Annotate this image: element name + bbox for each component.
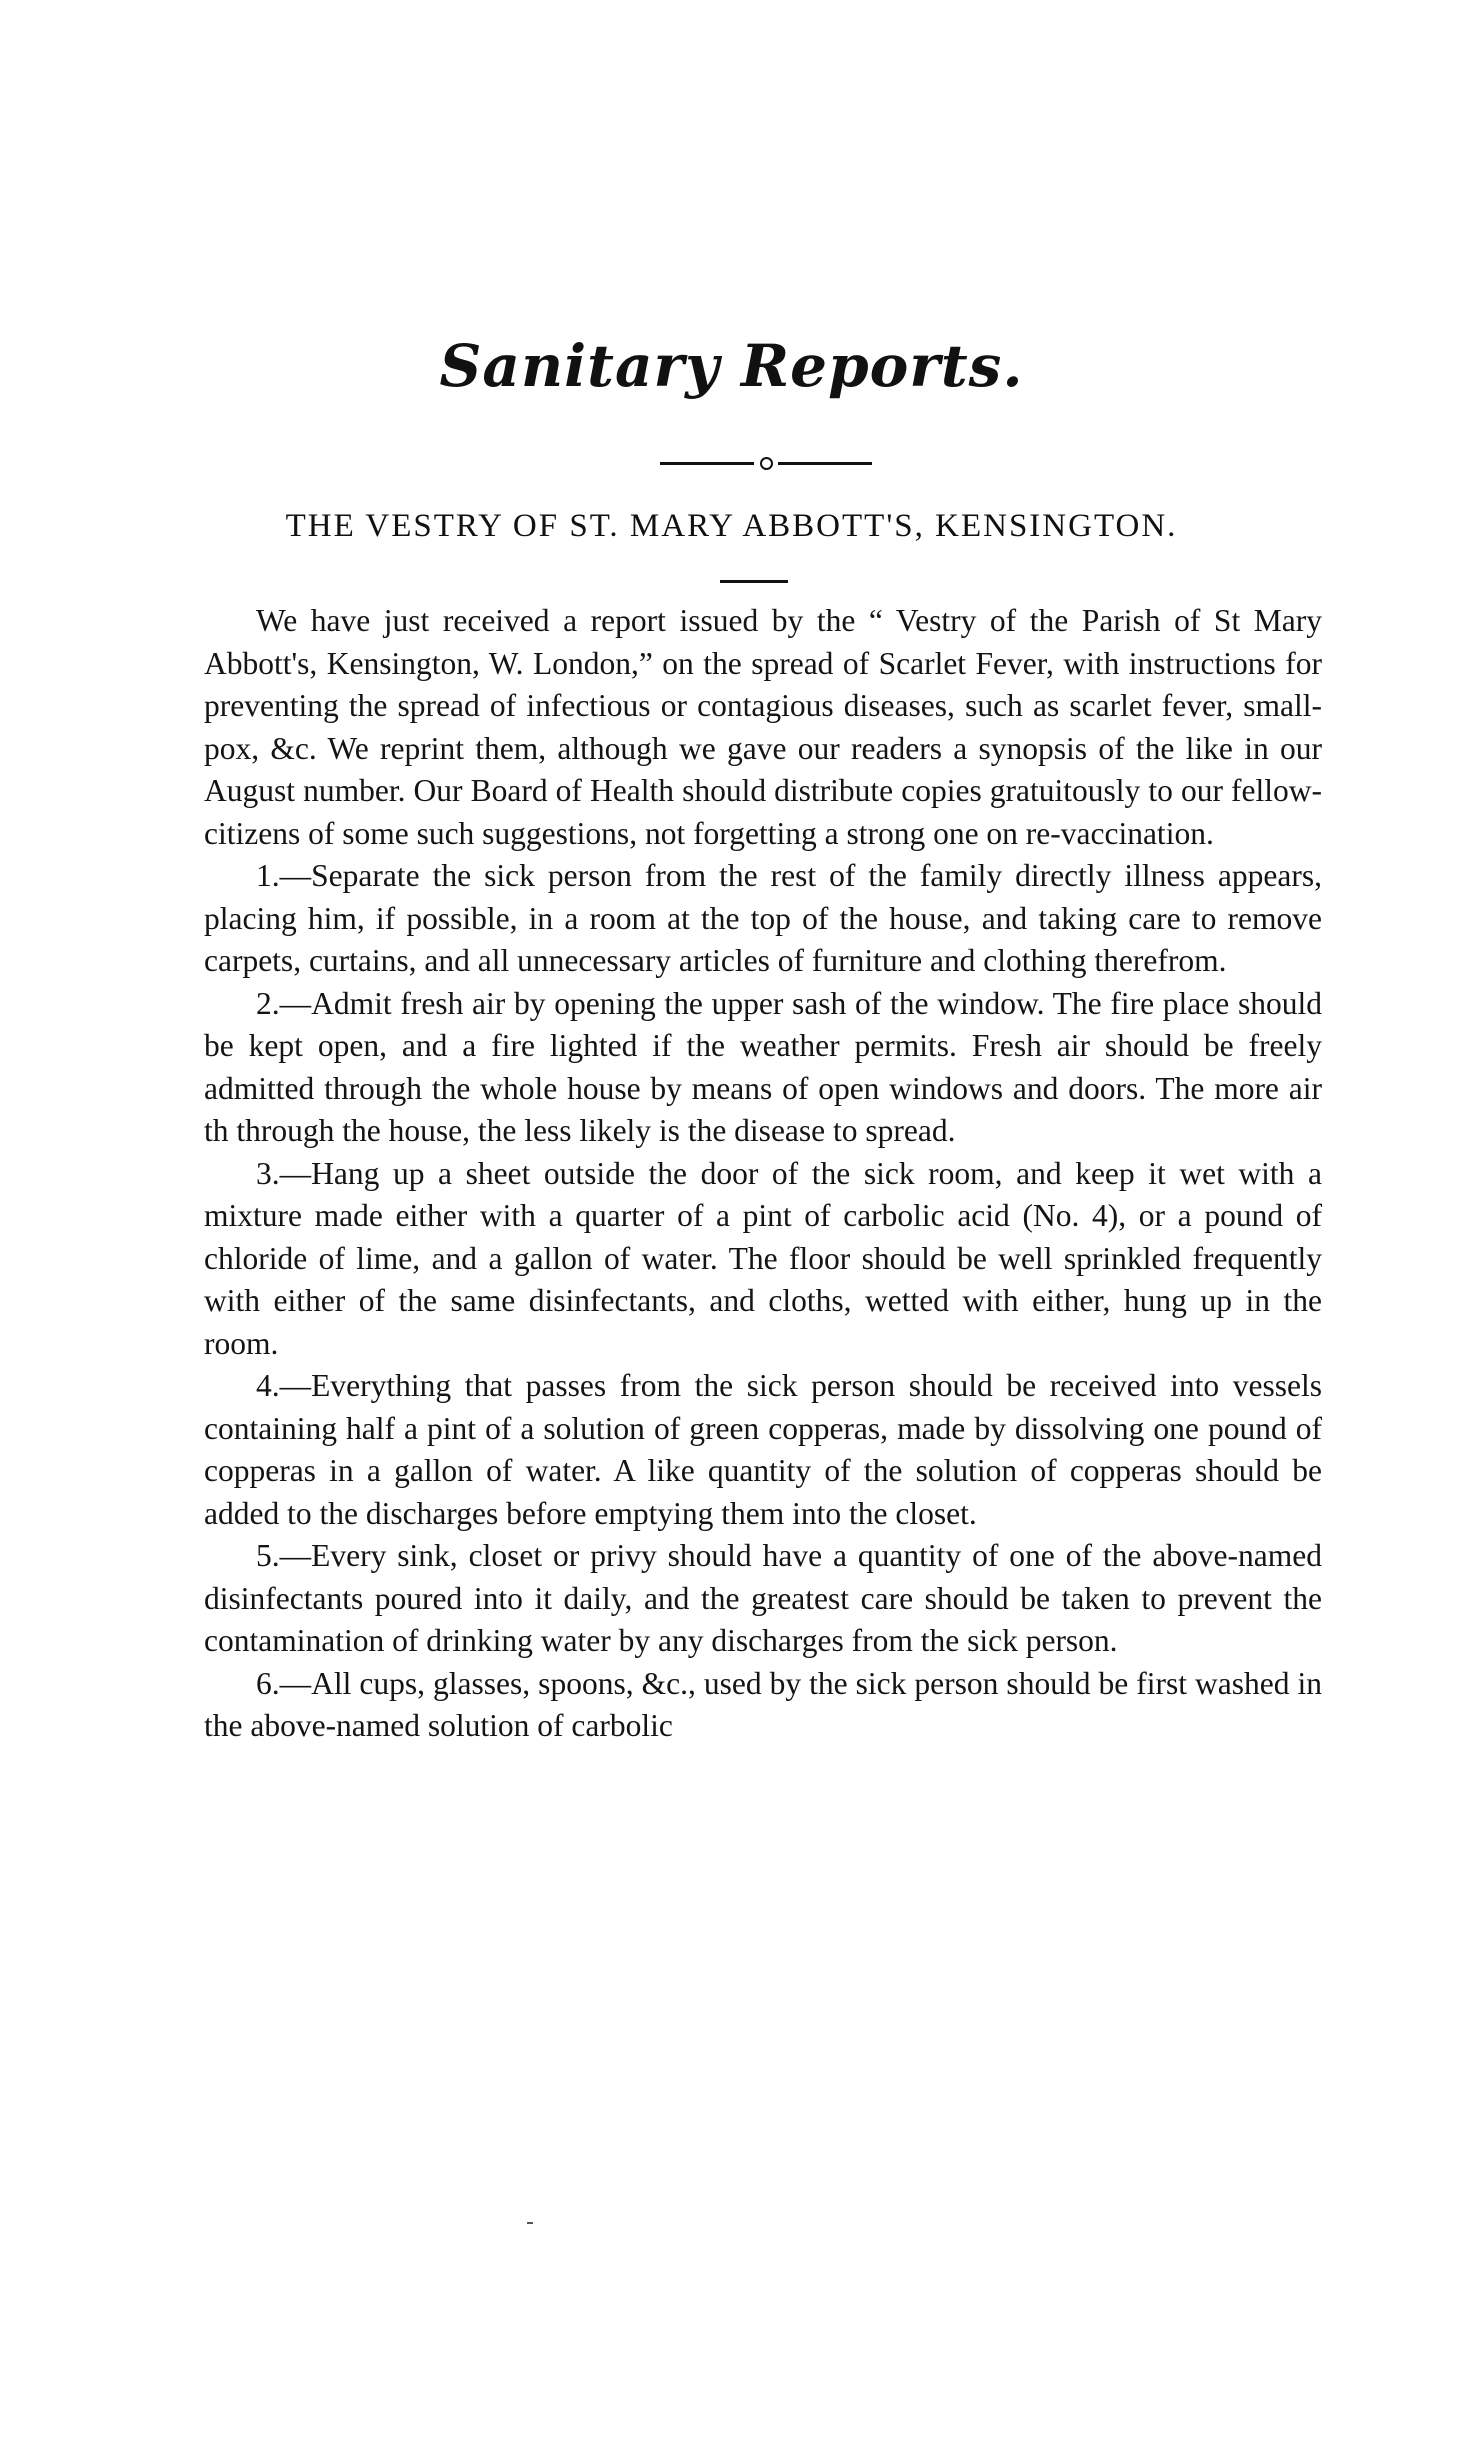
instruction-4: 4.—Everything that passes from the sick person should be received into vessels containing half a pint of a solution of green copperas, made by dissolving one pound of copperas in a gallon of water. A like quantity of the solution of copperas should be added to the discharges before emptying them into the closet. xyxy=(204,1368,1322,1531)
instruction-6: 6.—All cups, glasses, spoons, &c., used by the sick person should be first washed in the above-named solution of carbolic xyxy=(204,1665,1322,1743)
instruction-3: 3.—Hang up a sheet outside the door of the sick room, and keep it wet with a mixture made either with a quarter of a pint of carbolic acid (No. 4), or a pound of chloride of lime, and a gallon of water. The floor should be well sprinkled frequently with either of the same disinfectants, and cloths, wetted with either, hung up in the room. xyxy=(204,1155,1322,1361)
article-body xyxy=(204,600,1322,1748)
ornamental-divider xyxy=(660,458,872,468)
short-divider xyxy=(720,580,788,583)
instruction-1: 1.—Separate the sick person from the rest of the family directly illness appears, placing him, if possible, in a room at the top of the house, and taking care to remove carpets, curtains, and all unnecessary articles of furniture and clothing therefrom. xyxy=(204,858,1322,978)
article-subheading: THE VESTRY OF ST. MARY ABBOTT'S, KENSINGTON. xyxy=(285,508,1178,544)
footer-mark xyxy=(527,2222,533,2224)
page-heading: Sanitary Reports. xyxy=(439,332,1024,400)
instruction-5: 5.—Every sink, closet or privy should have a quantity of one of the above-named disinfectants poured into it daily, and the greatest care should be taken to prevent the contamination of drinking water by any discharges from the sick person. xyxy=(204,1538,1322,1658)
intro-paragraph: We have just received a report issued by the “ Vestry of the Parish of St Mary Abbott's, Kensington, W. London,” on the spread of Scarlet Fever, with instructions for preventing the spread of infectious or contagious diseases, such as scarlet fever, small-pox, &c. We reprint them, although we gave our readers a synopsis of the like in our August number. Our Board of Health should distribute copies gratuitously to our fellow-citizens of some such suggestions, not forgetting a strong one on re-vaccination. xyxy=(204,603,1322,851)
instruction-2: 2.—Admit fresh air by opening the upper sash of the window. The fire place should be kept open, and a fire lighted if the weather permits. Fresh air should be freely admitted through the whole house by means of open windows and doors. The more air th through the house, the less likely is the disease to spread. xyxy=(204,985,1322,1148)
